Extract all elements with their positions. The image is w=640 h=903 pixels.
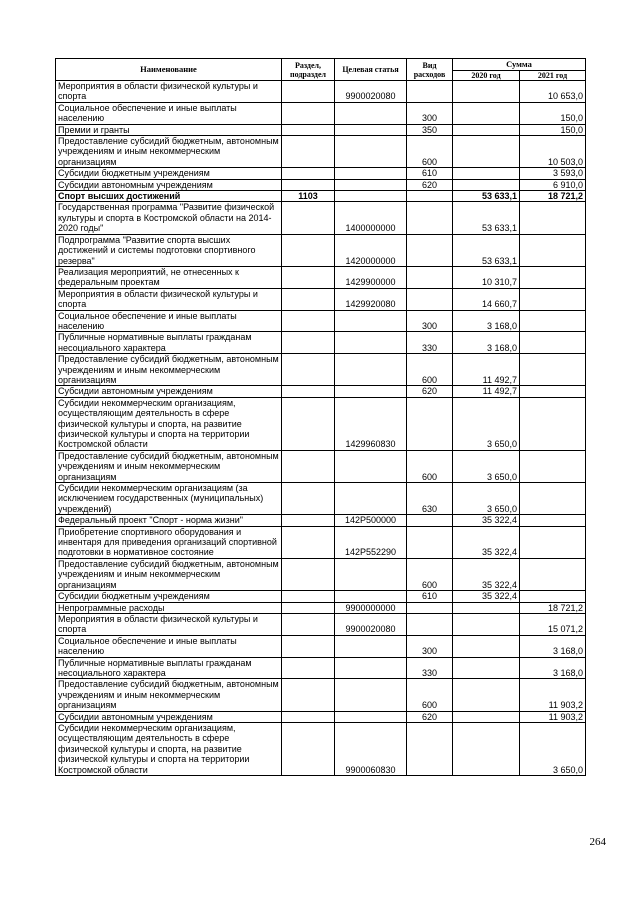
page-number: 264 [589,836,606,848]
row-name: Предоставление субсидий бюджетным, автономным учреждениям и иным некоммерческим организациям [56,558,282,590]
row-amount-2020 [453,102,520,124]
row-target: 9900060830 [335,722,407,775]
table-row [56,354,586,386]
row-amount-2020: 11 492,7 [453,354,520,386]
row-section [282,450,335,482]
row-target [335,136,407,168]
table-row [56,124,586,135]
row-name: Субсидии некоммерческим организациям, осуществляющим деятельность в сфере физической культуры и спорта, на развитие физической культуры и спорта на территории Костромской области [56,722,282,775]
row-kind [407,191,453,202]
row-kind: 600 [407,354,453,386]
header-row-top [56,59,586,71]
row-amount-2020 [453,179,520,190]
row-target [335,354,407,386]
row-amount-2021 [520,515,586,526]
row-kind: 600 [407,679,453,711]
header-year-2020: 2020 год [453,71,520,81]
table-row [56,613,586,635]
row-section [282,711,335,722]
row-amount-2020: 11 492,7 [453,386,520,397]
row-kind: 630 [407,483,453,515]
row-section [282,81,335,103]
row-kind: 600 [407,558,453,590]
row-target [335,168,407,179]
table-row [56,483,586,515]
row-amount-2021: 3 168,0 [520,657,586,679]
row-kind [407,234,453,266]
row-section [282,234,335,266]
budget-document [55,58,585,776]
row-amount-2020: 35 322,4 [453,591,520,602]
row-kind: 350 [407,124,453,135]
row-target: 1429920080 [335,288,407,310]
row-target: 142P500000 [335,515,407,526]
row-section [282,124,335,135]
row-name: Субсидии бюджетным учреждениям [56,168,282,179]
row-target [335,191,407,202]
row-section [282,202,335,234]
row-section [282,179,335,190]
row-section [282,168,335,179]
row-section [282,602,335,613]
row-kind: 330 [407,332,453,354]
row-target [335,450,407,482]
table-row [56,515,586,526]
row-target: 9900020080 [335,613,407,635]
row-amount-2020: 3 168,0 [453,332,520,354]
row-name: Субсидии автономным учреждениям [56,386,282,397]
row-target [335,635,407,657]
row-target: 1429900000 [335,266,407,288]
row-name: Субсидии автономным учреждениям [56,179,282,190]
row-amount-2021 [520,332,586,354]
row-section [282,613,335,635]
table-row [56,202,586,234]
table-row [56,397,586,450]
row-kind: 610 [407,168,453,179]
row-amount-2021 [520,354,586,386]
table-row [56,591,586,602]
row-section [282,310,335,332]
header-kind: Вид расходов [407,59,453,81]
row-amount-2021: 10 653,0 [520,81,586,103]
row-name: Социальное обеспечение и иные выплаты населению [56,102,282,124]
table-row [56,179,586,190]
header-sum: Сумма [453,59,586,71]
row-name: Субсидии автономным учреждениям [56,711,282,722]
row-section [282,657,335,679]
row-name: Социальное обеспечение и иные выплаты населению [56,310,282,332]
row-kind [407,397,453,450]
table-row [56,711,586,722]
header-year-2021: 2021 год [520,71,586,81]
table-row [56,81,586,103]
row-name: Реализация мероприятий, не отнесенных к федеральным проектам [56,266,282,288]
row-name: Непрограммные расходы [56,602,282,613]
header-name: Наименование [56,59,282,81]
row-target [335,679,407,711]
row-section [282,136,335,168]
table-row [56,234,586,266]
row-amount-2021 [520,591,586,602]
row-amount-2021 [520,450,586,482]
row-amount-2020 [453,124,520,135]
table-row [56,526,586,558]
row-amount-2020 [453,711,520,722]
row-amount-2021: 150,0 [520,102,586,124]
row-amount-2020: 53 633,1 [453,234,520,266]
row-section [282,526,335,558]
row-amount-2021 [520,288,586,310]
row-name: Субсидии некоммерческим организациям (за исключением государственных (муниципальных) учреждений) [56,483,282,515]
row-name: Предоставление субсидий бюджетным, автономным учреждениям и иным некоммерческим организациям [56,136,282,168]
row-section [282,591,335,602]
row-name: Социальное обеспечение и иные выплаты населению [56,635,282,657]
row-target [335,310,407,332]
row-name: Субсидии некоммерческим организациям, осуществляющим деятельность в сфере физической культуры и спорта, на развитие физической культуры и спорта на территории Костромской области [56,397,282,450]
row-target [335,657,407,679]
row-kind: 610 [407,591,453,602]
row-amount-2020 [453,657,520,679]
row-kind [407,722,453,775]
row-name: Премии и гранты [56,124,282,135]
row-name: Мероприятия в области физической культуры и спорта [56,288,282,310]
row-name: Публичные нормативные выплаты гражданам несоциального характера [56,332,282,354]
row-amount-2021: 3 650,0 [520,722,586,775]
table-row [56,191,586,202]
row-amount-2020: 35 322,4 [453,526,520,558]
row-section [282,102,335,124]
row-target [335,179,407,190]
row-kind: 600 [407,450,453,482]
row-amount-2020 [453,602,520,613]
row-amount-2021 [520,558,586,590]
row-amount-2020 [453,81,520,103]
row-target [335,386,407,397]
table-row [56,635,586,657]
table-row [56,450,586,482]
table-row [56,679,586,711]
row-amount-2021 [520,526,586,558]
row-amount-2020: 35 322,4 [453,558,520,590]
row-kind: 600 [407,136,453,168]
table-row [56,722,586,775]
row-amount-2021 [520,483,586,515]
row-amount-2020: 3 650,0 [453,483,520,515]
row-section [282,722,335,775]
row-section [282,288,335,310]
row-target [335,124,407,135]
row-section [282,635,335,657]
table-row [56,310,586,332]
row-amount-2020 [453,722,520,775]
table-row [56,332,586,354]
row-name: Мероприятия в области физической культуры и спорта [56,613,282,635]
row-target: 9900020080 [335,81,407,103]
row-amount-2020: 3 650,0 [453,450,520,482]
row-kind: 330 [407,657,453,679]
row-target [335,558,407,590]
row-target: 1420000000 [335,234,407,266]
row-amount-2021: 6 910,0 [520,179,586,190]
table-row [56,558,586,590]
table-row [56,288,586,310]
table-row [56,386,586,397]
row-amount-2020 [453,136,520,168]
row-section [282,515,335,526]
row-name: Предоставление субсидий бюджетным, автономным учреждениям и иным некоммерческим организациям [56,679,282,711]
row-amount-2021: 11 903,2 [520,711,586,722]
row-section [282,332,335,354]
row-kind [407,613,453,635]
row-amount-2021: 150,0 [520,124,586,135]
row-target: 142P552290 [335,526,407,558]
row-amount-2021 [520,397,586,450]
row-name: Спорт высших достижений [56,191,282,202]
row-kind: 300 [407,102,453,124]
row-section: 1103 [282,191,335,202]
row-name: Подпрограмма "Развитие спорта высших достижений и системы подготовки спортивного резерва" [56,234,282,266]
row-kind [407,602,453,613]
table-body [56,81,586,776]
row-kind [407,202,453,234]
table-row [56,102,586,124]
header-section: Раздел, подраздел [282,59,335,81]
row-section [282,266,335,288]
row-kind [407,288,453,310]
row-name: Предоставление субсидий бюджетным, автономным учреждениям и иным некоммерческим организациям [56,354,282,386]
row-target [335,711,407,722]
row-amount-2020: 53 633,1 [453,202,520,234]
row-target [335,591,407,602]
row-kind [407,515,453,526]
row-amount-2020: 10 310,7 [453,266,520,288]
row-kind [407,526,453,558]
row-section [282,558,335,590]
row-amount-2020 [453,679,520,711]
table-row [56,602,586,613]
row-amount-2021: 18 721,2 [520,602,586,613]
row-target: 9900000000 [335,602,407,613]
row-name: Предоставление субсидий бюджетным, автономным учреждениям и иным некоммерческим организациям [56,450,282,482]
row-amount-2021 [520,386,586,397]
row-kind: 620 [407,386,453,397]
row-kind: 620 [407,711,453,722]
row-kind: 300 [407,310,453,332]
row-target [335,332,407,354]
row-amount-2020: 35 322,4 [453,515,520,526]
row-amount-2021: 18 721,2 [520,191,586,202]
budget-table [55,58,586,776]
row-amount-2021: 15 071,2 [520,613,586,635]
row-kind: 620 [407,179,453,190]
row-amount-2021: 11 903,2 [520,679,586,711]
row-section [282,483,335,515]
table-row [56,168,586,179]
row-amount-2021: 3 168,0 [520,635,586,657]
row-name: Публичные нормативные выплаты гражданам несоциального характера [56,657,282,679]
row-kind [407,266,453,288]
row-amount-2020 [453,635,520,657]
row-amount-2021: 10 503,0 [520,136,586,168]
row-section [282,354,335,386]
row-name: Приобретение спортивного оборудования и инвентаря для приведения организаций спортивной подготовки в нормативное состояние [56,526,282,558]
row-section [282,679,335,711]
table-row [56,136,586,168]
row-amount-2020: 14 660,7 [453,288,520,310]
row-amount-2021 [520,310,586,332]
row-name: Государственная программа "Развитие физической культуры и спорта в Костромской области на 2014-2020 годы" [56,202,282,234]
row-target: 1400000000 [335,202,407,234]
row-kind [407,81,453,103]
row-amount-2021 [520,234,586,266]
row-amount-2020: 3 650,0 [453,397,520,450]
row-amount-2021 [520,266,586,288]
row-amount-2021: 3 593,0 [520,168,586,179]
row-kind: 300 [407,635,453,657]
row-section [282,397,335,450]
row-name: Мероприятия в области физической культуры и спорта [56,81,282,103]
row-target [335,483,407,515]
table-row [56,266,586,288]
header-target: Целевая статья [335,59,407,81]
row-name: Федеральный проект "Спорт - норма жизни" [56,515,282,526]
row-amount-2020: 3 168,0 [453,310,520,332]
row-amount-2020: 53 633,1 [453,191,520,202]
row-amount-2021 [520,202,586,234]
table-row [56,657,586,679]
row-section [282,386,335,397]
row-target [335,102,407,124]
row-target: 1429960830 [335,397,407,450]
row-amount-2020 [453,168,520,179]
row-name: Субсидии бюджетным учреждениям [56,591,282,602]
row-amount-2020 [453,613,520,635]
